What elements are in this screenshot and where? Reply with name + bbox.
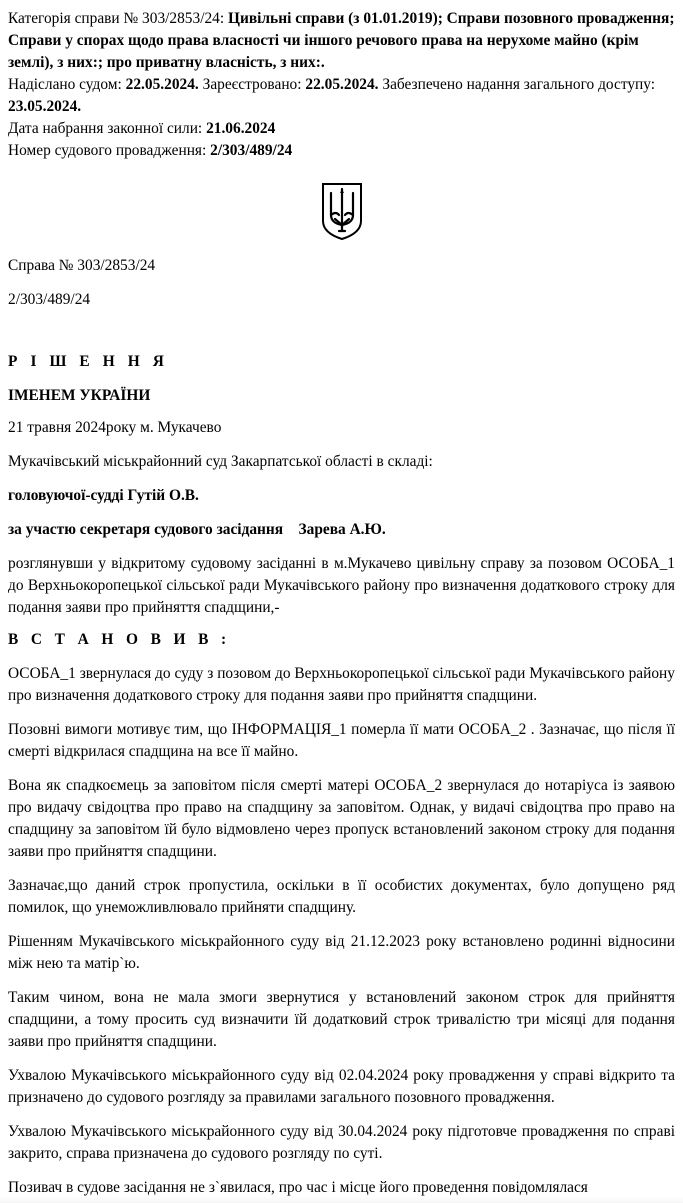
decision-title: Р І Ш Е Н Н Я (8, 353, 169, 370)
registered-label: Зареєстровано: (202, 76, 302, 93)
sent-label: Надіслано судом: (8, 76, 122, 93)
bottom-edge (0, 1197, 683, 1203)
access-date: 23.05.2024. (8, 98, 82, 115)
dates-line (8, 74, 675, 118)
body-paragraph: ОСОБА_1 звернулася до суду з позовом до Верхньокоропецької сільської ради Мукачівського району про визначення додаткового строку для подання заяви про прийняття спадщини. (8, 665, 675, 704)
body-paragraph: Ухвалою Мукачівського міськрайонного суду від 30.04.2024 року підготовче провадження по справі закрито, справа призначена до судового розгляду по суті. (8, 1123, 675, 1162)
proceeding-number: 2/303/489/24 (8, 291, 91, 308)
date-place: 21 травня 2024року м. Мукачево (8, 419, 222, 436)
presiding-judge: головуючої-судді Гутій О.В. (8, 487, 199, 504)
body-paragraph: Зазначає,що даний строк пропустила, оскільки в її особистих документах, було допущено ряд помилок, що унеможливлювало прийняти спадщину. (8, 877, 675, 916)
body-paragraph: Позовні вимоги мотивує тим, що ІНФОРМАЦІЯ_1 померла її мати ОСОБА_2 . Зазначає, що після її смерті відкрилася спадщина на все її майно. (8, 721, 675, 760)
case-category (8, 8, 675, 74)
access-label: Забезпечено надання загального доступу: (382, 76, 656, 93)
body-paragraph: Позивач в судове засідання не з`явилася, про час і місце його проведення повідомлялася (8, 1179, 588, 1196)
proceeding-label: Номер судового провадження: (8, 142, 207, 159)
case-category-value: Цивільні справи (з 01.01.2019); Справи позовного провадження; Справи у спорах щодо права власності чи іншого речового права на нерухоме майно (крім землі), з них:; про приватну власність, з них:. (8, 10, 675, 71)
case-number: Справа № 303/2853/24 (8, 257, 156, 274)
case-category-label: Категорія справи № 303/2853/24: (8, 10, 225, 27)
effective-date-line (8, 118, 675, 140)
trident-coat-of-arms-icon (320, 181, 364, 241)
body-paragraph: Таким чином, вона не мала змоги звернутися у встановлений законом строк для прийняття спадщини, а тому просить суд визначити їй додатковий строк тривалістю три місяці для подання заяви про прийняття спадщини. (8, 989, 675, 1050)
sent-date: 22.05.2024. (125, 76, 199, 93)
effective-label: Дата набрання законної сили: (8, 120, 203, 137)
proceeding-number-line (8, 140, 675, 162)
secretary: за участю секретаря судового засідання Зарева А.Ю. (8, 521, 386, 538)
document-page (8, 8, 675, 1203)
established-heading: В С Т А Н О В И В : (8, 631, 231, 648)
body-paragraph: Рішенням Мукачівського міськрайонного суду від 21.12.2023 року встановлено родинні відносини між нею та матір`ю. (8, 933, 675, 972)
effective-date: 21.06.2024 (206, 120, 276, 137)
body-paragraph: Вона як спадкоємець за заповітом після смерті матері ОСОБА_2 звернулася до нотаріуса із заявою про видачу свідоцтва про право на спадщину за заповітом. Однак, у видачі свідоцтва про право на спадщину за заповітом їй було відмовлено через пропуск встановлений законом строку для подання заяви про прийняття спадщини. (8, 777, 675, 860)
case-metadata (8, 8, 675, 162)
registered-date: 22.05.2024. (305, 76, 379, 93)
body-paragraph: Ухвалою Мукачівського міськрайонного суду від 02.04.2024 року провадження у справі відкрито та призначено до судового розгляду за правилами загального позовного провадження. (8, 1067, 675, 1106)
proceeding-value: 2/303/489/24 (210, 142, 293, 159)
intro-paragraph: розглянувши у відкритому судовому засіданні в м.Мукачево цивільну справу за позовом ОСОБА_1 до Верхньокоропецької сільської ради Мукачівського району про визначення додаткового строку для подання заяви про прийняття спадщини,- (8, 555, 675, 616)
court-composition: Мукачівський міськрайонний суд Закарпатської області в складі: (8, 453, 433, 470)
in-the-name-of-ukraine: ІМЕНЕМ УКРАЇНИ (8, 387, 151, 404)
